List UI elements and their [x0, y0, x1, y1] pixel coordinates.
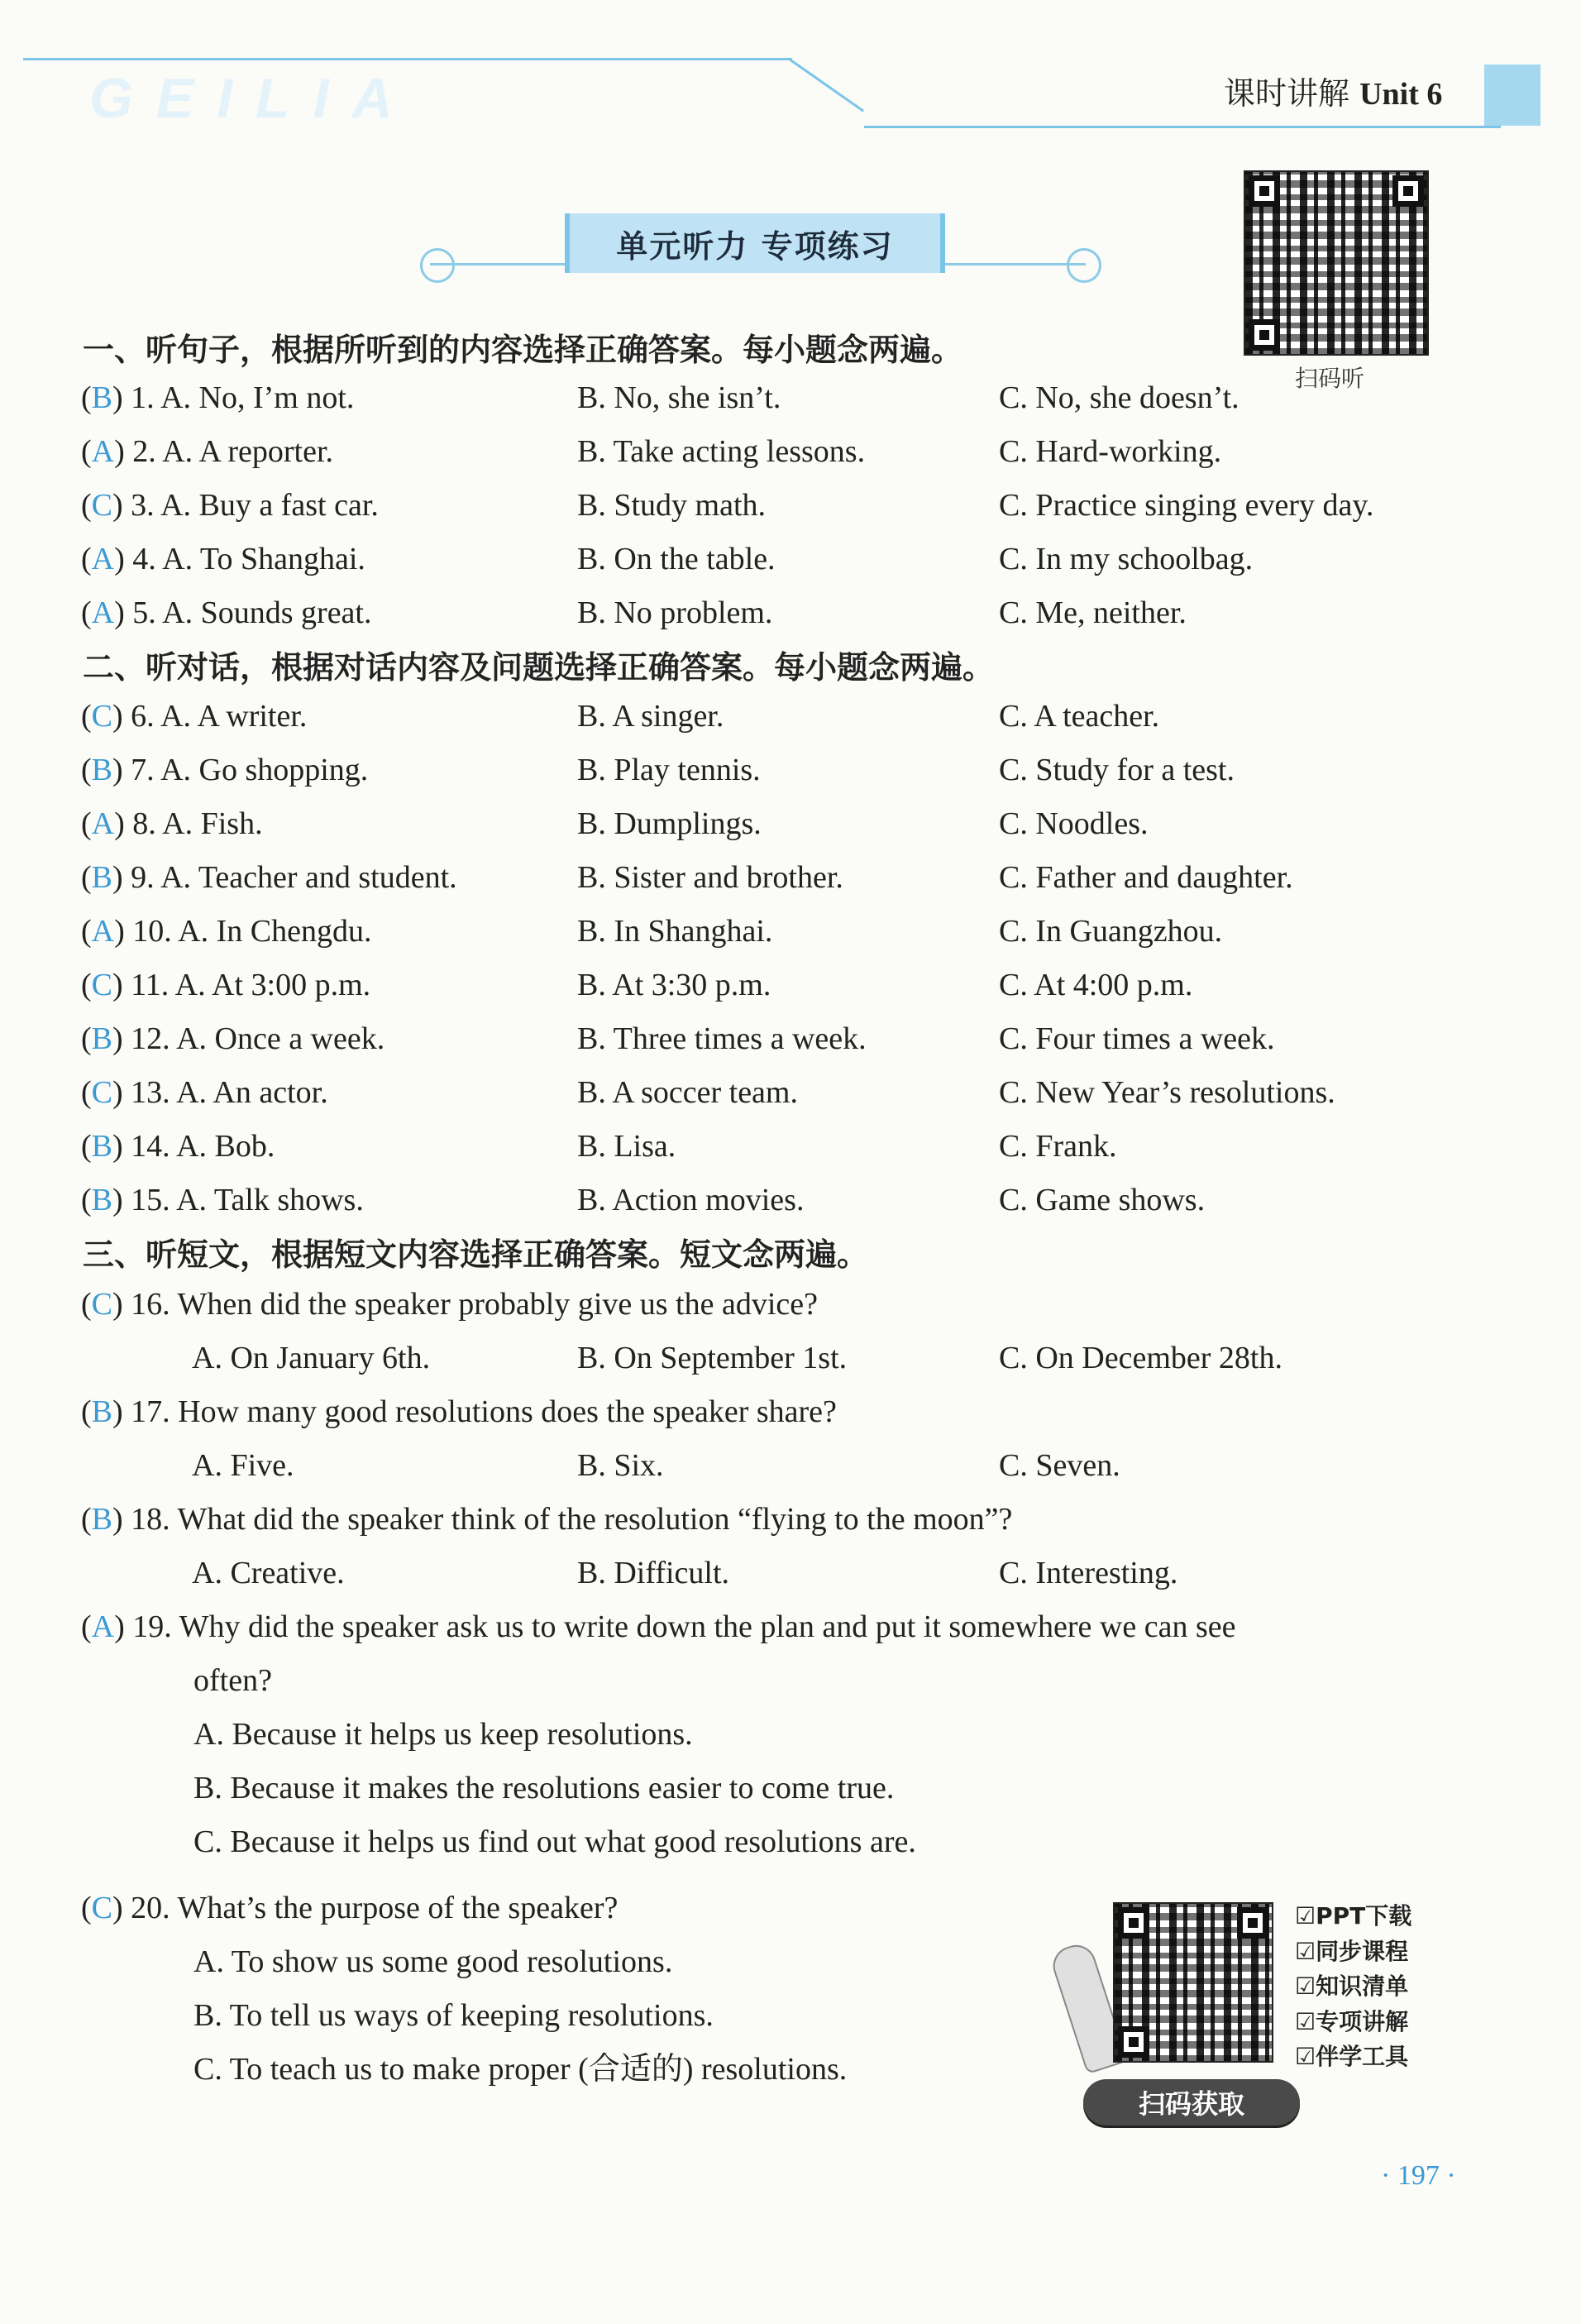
- option-c: C. No, she doesn’t.: [999, 380, 1239, 415]
- passage-question: (A) 19. Why did the speaker ask us to write down the plan and put it somewhere we can see: [81, 1609, 1236, 1644]
- question-row: (C) 6. A. A writer.: [81, 699, 308, 734]
- passage-question: (C) 20. What’s the purpose of the speaker?: [81, 1891, 619, 1925]
- question-number: 9.: [131, 860, 155, 895]
- option-c: C. In Guangzhou.: [999, 914, 1223, 949]
- question-text: 16. When did the speaker probably give us the advice?: [131, 1287, 818, 1322]
- promo-item-knowledge: ☑知识清单: [1295, 1973, 1409, 2000]
- option-c: C. Frank.: [999, 1129, 1117, 1164]
- option-b: B. At 3:30 p.m.: [577, 968, 771, 1002]
- option-a: A. Five.: [192, 1448, 294, 1483]
- qr-label: 扫码听: [1295, 365, 1365, 392]
- option-a: A. A reporter.: [162, 434, 334, 469]
- question-number: 4.: [132, 542, 156, 576]
- header-title-unit: Unit 6: [1359, 77, 1443, 112]
- answer-letter: A: [91, 434, 115, 469]
- option-b-cell: [577, 1131, 676, 1162]
- question-row: (B) 14. A. Bob.: [81, 1129, 275, 1164]
- option-a: A. Because it helps us keep resolutions.: [193, 1717, 693, 1752]
- option-a: A. Go shopping.: [160, 753, 369, 787]
- answer-letter: A: [91, 1609, 115, 1644]
- option-a: A. To show us some good resolutions.: [193, 1944, 673, 1979]
- option-c: C. Practice singing every day.: [999, 488, 1374, 523]
- section-title-3: 三、听短文，根据短文内容选择正确答案。短文念两遍。: [83, 1236, 869, 1273]
- question-number: 13.: [131, 1075, 170, 1110]
- answer-letter: B: [91, 860, 113, 895]
- passage-question: (B) 18. What did the speaker think of the resolution “flying to the moon”?: [81, 1502, 1013, 1537]
- answer-letter: A: [91, 806, 115, 841]
- option-c: C. On December 28th.: [999, 1341, 1282, 1375]
- answer-letter: B: [91, 1183, 113, 1217]
- qr-finder: [1118, 1907, 1149, 1939]
- option-c: C. Four times a week.: [999, 1021, 1275, 1056]
- question-text: 20. What’s the purpose of the speaker?: [131, 1891, 619, 1925]
- question-number: 2.: [132, 434, 156, 469]
- option-a: A. Buy a fast car.: [160, 488, 379, 523]
- promo-item-tools: ☑伴学工具: [1295, 2043, 1409, 2070]
- option-a: A. At 3:00 p.m.: [174, 968, 371, 1002]
- option-c-cell: [999, 1184, 1205, 1216]
- option-b: B. In Shanghai.: [577, 914, 773, 949]
- option-b: B. No, she isn’t.: [577, 380, 781, 415]
- option-c-cell: [999, 382, 1239, 414]
- answer-letter: B: [91, 380, 113, 415]
- option-a: A. An actor.: [176, 1075, 328, 1110]
- option-a: A. Sounds great.: [162, 595, 372, 630]
- option-a: A. A writer.: [160, 699, 308, 734]
- section-title-1: 一、听句子，根据所听到的内容选择正确答案。每小题念两遍。: [83, 332, 963, 368]
- header-title: [1224, 68, 1442, 113]
- swirl-left-icon: [420, 248, 455, 283]
- option-b-cell: [577, 543, 776, 575]
- option-b-cell: [577, 1023, 867, 1054]
- answer-letter: A: [91, 914, 115, 949]
- passage-question: (B) 17. How many good resolutions does the speaker share?: [81, 1394, 837, 1429]
- passage-question-cont: [193, 1665, 272, 1696]
- page-number: · 197 ·: [1381, 2160, 1456, 2191]
- option-c: C. Interesting.: [999, 1556, 1178, 1590]
- question-row: (B) 1. A. No, I’m not.: [81, 380, 355, 415]
- option-b: B. Study math.: [577, 488, 767, 523]
- option-b: B. Sister and brother.: [577, 860, 843, 895]
- option-a-cell: [192, 1342, 430, 1374]
- question-number: 15.: [131, 1183, 170, 1217]
- qr-code-resources[interactable]: [1113, 1902, 1273, 2063]
- option-c-cell: [999, 1450, 1120, 1481]
- logo-watermark: GEILIA: [89, 67, 416, 130]
- qr-finder: [1249, 175, 1280, 207]
- option-c-cell: [999, 808, 1149, 839]
- question-number: 7.: [131, 753, 155, 787]
- option-b-cell: [577, 862, 843, 893]
- option-c-cell: [999, 490, 1373, 521]
- option-c: C. In my schoolbag.: [999, 542, 1254, 576]
- option-b: B. Three times a week.: [577, 1021, 867, 1056]
- option-c-cell: [999, 543, 1253, 575]
- question-row: (A) 8. A. Fish.: [81, 806, 263, 841]
- question-row: (B) 12. A. Once a week.: [81, 1021, 385, 1056]
- answer-letter: B: [91, 1502, 113, 1537]
- option-b-cell: [577, 382, 781, 414]
- option-b-cell: [577, 597, 772, 629]
- option-b-cell: [577, 1342, 847, 1374]
- option-b-line: [193, 2000, 714, 2031]
- option-c: C. New Year’s resolutions.: [999, 1075, 1335, 1110]
- question-row: (A) 10. A. In Chengdu.: [81, 914, 372, 949]
- answer-letter: A: [91, 595, 115, 630]
- answer-letter: C: [91, 1075, 113, 1110]
- option-b-cell: [577, 916, 772, 947]
- qr-finder: [1118, 2026, 1149, 2058]
- question-row: (B) 7. A. Go shopping.: [81, 753, 369, 787]
- option-b-cell: [577, 754, 761, 786]
- question-text: 17. How many good resolutions does the speaker share?: [131, 1394, 837, 1429]
- question-row: (C) 3. A. Buy a fast car.: [81, 488, 379, 523]
- question-row: (A) 2. A. A reporter.: [81, 434, 334, 469]
- question-number: 5.: [132, 595, 156, 630]
- option-c: C. Game shows.: [999, 1183, 1206, 1217]
- section-banner: [565, 213, 945, 273]
- option-b-line: [193, 1772, 894, 1804]
- question-number: 11.: [131, 968, 170, 1002]
- option-c: C. Study for a test.: [999, 753, 1235, 787]
- option-b: B. No problem.: [577, 595, 773, 630]
- option-b-cell: [577, 701, 724, 732]
- qr-finder: [1392, 175, 1424, 207]
- option-c-cell: [999, 436, 1221, 467]
- header-title-cn: 课时讲解: [1224, 75, 1350, 112]
- option-a: A. No, I’m not.: [160, 380, 355, 415]
- qr-finder: [1249, 319, 1280, 351]
- option-b-cell: [577, 1077, 798, 1108]
- option-c-cell: [999, 1077, 1335, 1108]
- option-a: A. To Shanghai.: [162, 542, 365, 576]
- question-row: (B) 9. A. Teacher and student.: [81, 860, 457, 895]
- qr-code-listen[interactable]: [1244, 170, 1429, 356]
- option-c: C. To teach us to make proper (合适的) resolutions.: [193, 2052, 848, 2087]
- promo-item-course: ☑同步课程: [1295, 1937, 1409, 1965]
- question-number: 8.: [132, 806, 156, 841]
- option-a: A. Fish.: [162, 806, 263, 841]
- option-b-cell: [577, 969, 771, 1001]
- option-a: A. Teacher and student.: [160, 860, 457, 895]
- option-b: B. Dumplings.: [577, 806, 762, 841]
- qr-finder: [1237, 1907, 1268, 1939]
- option-b-cell: [577, 1184, 804, 1216]
- option-b: B. Because it makes the resolutions easier to come true.: [193, 1771, 895, 1805]
- option-a: A. Talk shows.: [176, 1183, 364, 1217]
- option-b: B. Lisa.: [577, 1129, 676, 1164]
- option-c: C. A teacher.: [999, 699, 1160, 734]
- option-b-cell: [577, 490, 766, 521]
- option-c-cell: [999, 1131, 1117, 1162]
- option-c-cell: [999, 969, 1192, 1001]
- question-number: 14.: [131, 1129, 170, 1164]
- answer-letter: B: [91, 1129, 113, 1164]
- banner-rule-right: [945, 263, 1086, 265]
- option-c-cell: [999, 1023, 1275, 1054]
- promo-item-topic: ☑专项讲解: [1295, 2007, 1409, 2035]
- option-a-line: [193, 1719, 693, 1750]
- option-a-line: [193, 1946, 672, 1977]
- option-b: B. Difficult.: [577, 1556, 730, 1590]
- question-text-cont: often?: [193, 1663, 272, 1698]
- option-c: C. Me, neither.: [999, 595, 1187, 630]
- option-a: A. Bob.: [176, 1129, 275, 1164]
- promo-feature-list: [1295, 1899, 1411, 2075]
- option-a: A. In Chengdu.: [178, 914, 372, 949]
- option-c: C. Father and daughter.: [999, 860, 1293, 895]
- option-c-cell: [999, 916, 1222, 947]
- option-a-cell: [192, 1557, 345, 1589]
- answer-letter: B: [91, 753, 113, 787]
- option-c-line: [193, 2054, 847, 2085]
- option-c: C. Hard-working.: [999, 434, 1222, 469]
- option-c-cell: [999, 1557, 1177, 1589]
- option-b: B. On the table.: [577, 542, 776, 576]
- option-c-cell: [999, 862, 1293, 893]
- option-b: B. On September 1st.: [577, 1341, 848, 1375]
- option-b: B. To tell us ways of keeping resolutions.: [193, 1998, 714, 2033]
- answer-letter: C: [91, 968, 113, 1002]
- option-b: B. Play tennis.: [577, 753, 761, 787]
- question-row: (A) 4. A. To Shanghai.: [81, 542, 365, 576]
- option-b-cell: [577, 808, 762, 839]
- option-c-cell: [999, 754, 1235, 786]
- question-row: (C) 11. A. At 3:00 p.m.: [81, 968, 371, 1002]
- option-c-cell: [999, 1342, 1282, 1374]
- question-number: 12.: [131, 1021, 170, 1056]
- option-b: B. Action movies.: [577, 1183, 805, 1217]
- answer-letter: C: [91, 1287, 113, 1322]
- scan-to-get-button[interactable]: 扫码获取: [1083, 2079, 1300, 2126]
- option-b-cell: [577, 1450, 664, 1481]
- banner-title: 单元听力 专项练习: [616, 227, 894, 265]
- option-b: B. Six.: [577, 1448, 664, 1483]
- answer-letter: C: [91, 488, 113, 523]
- answer-letter: A: [91, 542, 115, 576]
- header-rule: [23, 58, 792, 60]
- option-c: C. Because it helps us find out what good resolutions are.: [193, 1824, 916, 1859]
- header-rule-right: [864, 126, 1501, 128]
- option-b-cell: [577, 436, 865, 467]
- swirl-right-icon: [1067, 248, 1101, 283]
- header-accent-block: [1484, 65, 1540, 126]
- question-row: (B) 15. A. Talk shows.: [81, 1183, 364, 1217]
- option-a: A. On January 6th.: [192, 1341, 431, 1375]
- option-c-cell: [999, 597, 1187, 629]
- question-text: 19. Why did the speaker ask us to write down the plan and put it somewhere we can see: [132, 1609, 1236, 1644]
- option-b: B. Take acting lessons.: [577, 434, 866, 469]
- question-number: 10.: [132, 914, 172, 949]
- option-b: B. A singer.: [577, 699, 724, 734]
- option-c: C. Seven.: [999, 1448, 1120, 1483]
- answer-letter: B: [91, 1021, 113, 1056]
- passage-question: (C) 16. When did the speaker probably give us the advice?: [81, 1287, 818, 1322]
- option-b: B. A soccer team.: [577, 1075, 798, 1110]
- option-c: C. At 4:00 p.m.: [999, 968, 1193, 1002]
- promo-item-ppt: ☑PPT下载: [1295, 1902, 1412, 1929]
- option-c: C. Noodles.: [999, 806, 1149, 841]
- header-rule-diagonal: [788, 58, 864, 112]
- question-number: 1.: [131, 380, 155, 415]
- section-title-2: 二、听对话，根据对话内容及问题选择正确答案。每小题念两遍。: [83, 649, 995, 686]
- question-row: (A) 5. A. Sounds great.: [81, 595, 372, 630]
- question-number: 6.: [131, 699, 155, 734]
- option-a-cell: [192, 1450, 294, 1481]
- answer-letter: C: [91, 1891, 113, 1925]
- question-number: 3.: [131, 488, 155, 523]
- option-c-cell: [999, 701, 1159, 732]
- question-text: 18. What did the speaker think of the resolution “flying to the moon”?: [131, 1502, 1013, 1537]
- answer-letter: B: [91, 1394, 113, 1429]
- question-row: (C) 13. A. An actor.: [81, 1075, 328, 1110]
- option-a: A. Creative.: [192, 1556, 345, 1590]
- answer-letter: C: [91, 699, 113, 734]
- option-b-cell: [577, 1557, 729, 1589]
- option-c-line: [193, 1826, 916, 1858]
- option-a: A. Once a week.: [176, 1021, 385, 1056]
